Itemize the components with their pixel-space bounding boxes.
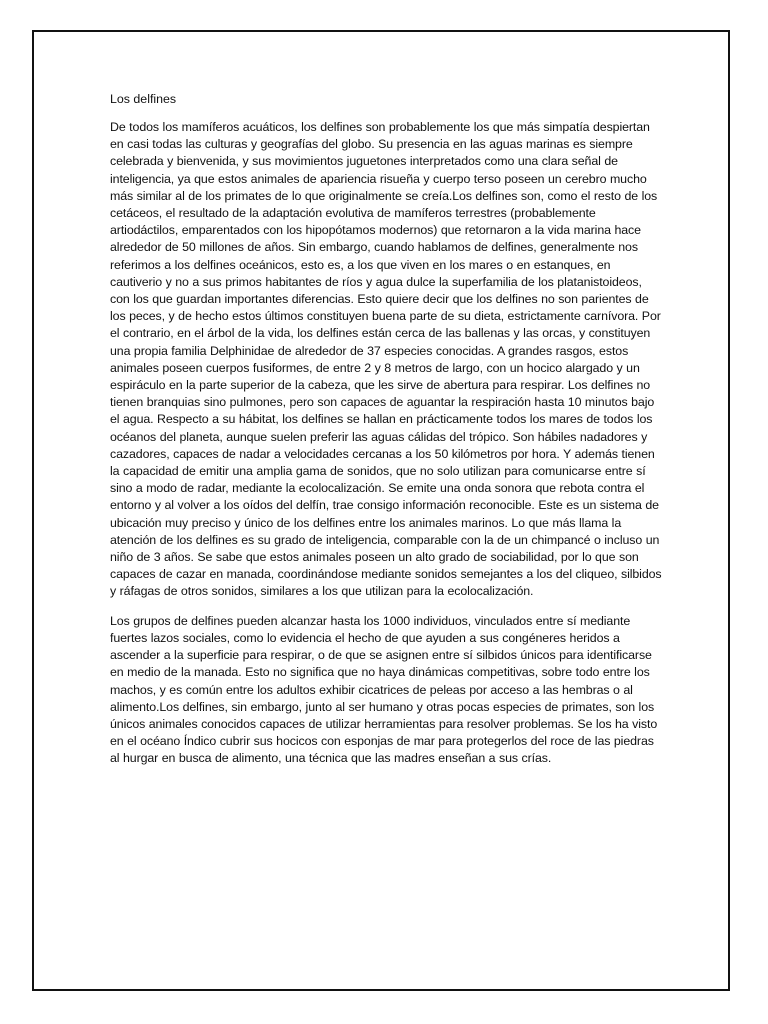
document-title: Los delfines [110,92,177,106]
paragraph-2: Los grupos de delfines pueden alcanzar hasta los 1000 individuos, vinculados entre sí mediante fuertes lazos sociales, como lo evidencia el hecho de que ayuden a sus congéneres heridos a ascender a la superficie para respirar, o de que se asignen entre sí silbidos únicos para identificarse en medio de la manada. Esto no significa que no haya dinámicas competitivas, sobre todo entre los machos, y es común entre los adultos exhibir cicatrices de peleas por acceso a las hembras o al alimento.Los delfines, sin embargo, junto al ser humano y otras pocas especies de primates, son los únicos animales conocidos capaces de utilizar herramientas para resolver problemas. Se los ha visto en el océano Índico cubrir sus hocicos con esponjas de mar para protegerlos del roce de las piedras al hurgar en busca de alimento, una técnica que las madres enseñan a sus crías. [110,613,658,766]
document-page [32,30,730,991]
paragraph-1: De todos los mamíferos acuáticos, los delfines son probablemente los que más simpatía despiertan en casi todas las culturas y geografías del globo. Su presencia en las aguas marinas es siempre celebrada y bienvenida, y sus movimientos juguetones interpretados como una clara señal de inteligencia, ya que estos animales de apariencia risueña y cuerpo terso poseen un cerebro mucho más similar al de los primates de lo que originalmente se creía.Los delfines son, como el resto de los cetáceos, el resultado de la adaptación evolutiva de mamíferos terrestres (probablemente artiodáctilos, emparentados con los hipopótamos modernos) que retornaron a la vida marina hace alrededor de 50 millones de años. Sin embargo, cuando hablamos de delfines, generalmente nos referimos a los delfines oceánicos, esto es, a los que viven en los mares o en estanques, en cautiverio y no a sus primos habitantes de ríos y agua dulce la superfamilia de los platanistoideos, con los que guardan importantes diferencias. Esto quiere decir que los delfines no son parientes de los peces, y de hecho estos últimos constituyen buena parte de su dieta, estrictamente carnívora. Por el contrario, en el árbol de la vida, los delfines están cerca de las ballenas y las orcas, y constituyen una propia familia Delphinidae de alrededor de 37 especies conocidas. A grandes rasgos, estos animales poseen cuerpos fusiformes, de entre 2 y 8 metros de largo, con un hocico alargado y un espiráculo en la parte superior de la cabeza, que les sirve de abertura para respirar. Los delfines no tienen branquias sino pulmones, pero son capaces de aguantar la respiración hasta 10 minutos bajo el agua. Respecto a su hábitat, los delfines se hallan en prácticamente todos los mares de todos los océanos del planeta, aunque suelen preferir las aguas cálidas del trópico. Son hábiles nadadores y cazadores, capaces de nadar a velocidades cercanas a los 50 kilómetros por hora. Y además tienen la capacidad de emitir una amplia gama de sonidos, que no solo utilizan para comunicarse entre sí sino a modo de radar, mediante la ecolocalización. Se emite una onda sonora que rebota contra el entorno y al volver a los oídos del delfín, trae consigo información reconocible. Este es un sistema de ubicación muy preciso y único de los delfines entre los animales marinos. Lo que más llama la atención de los delfines es su grado de inteligencia, comparable con la de un chimpancé o incluso un niño de 3 años. Se sabe que estos animales poseen un alto grado de sociabilidad, por lo que son capaces de cazar en manada, coordinándose mediante sonidos semejantes a los del cliqueo, silbidos y ráfagas de otros sonidos, similares a los que utilizan para la ecolocalización. [110,120,662,599]
document-body [110,90,662,780]
